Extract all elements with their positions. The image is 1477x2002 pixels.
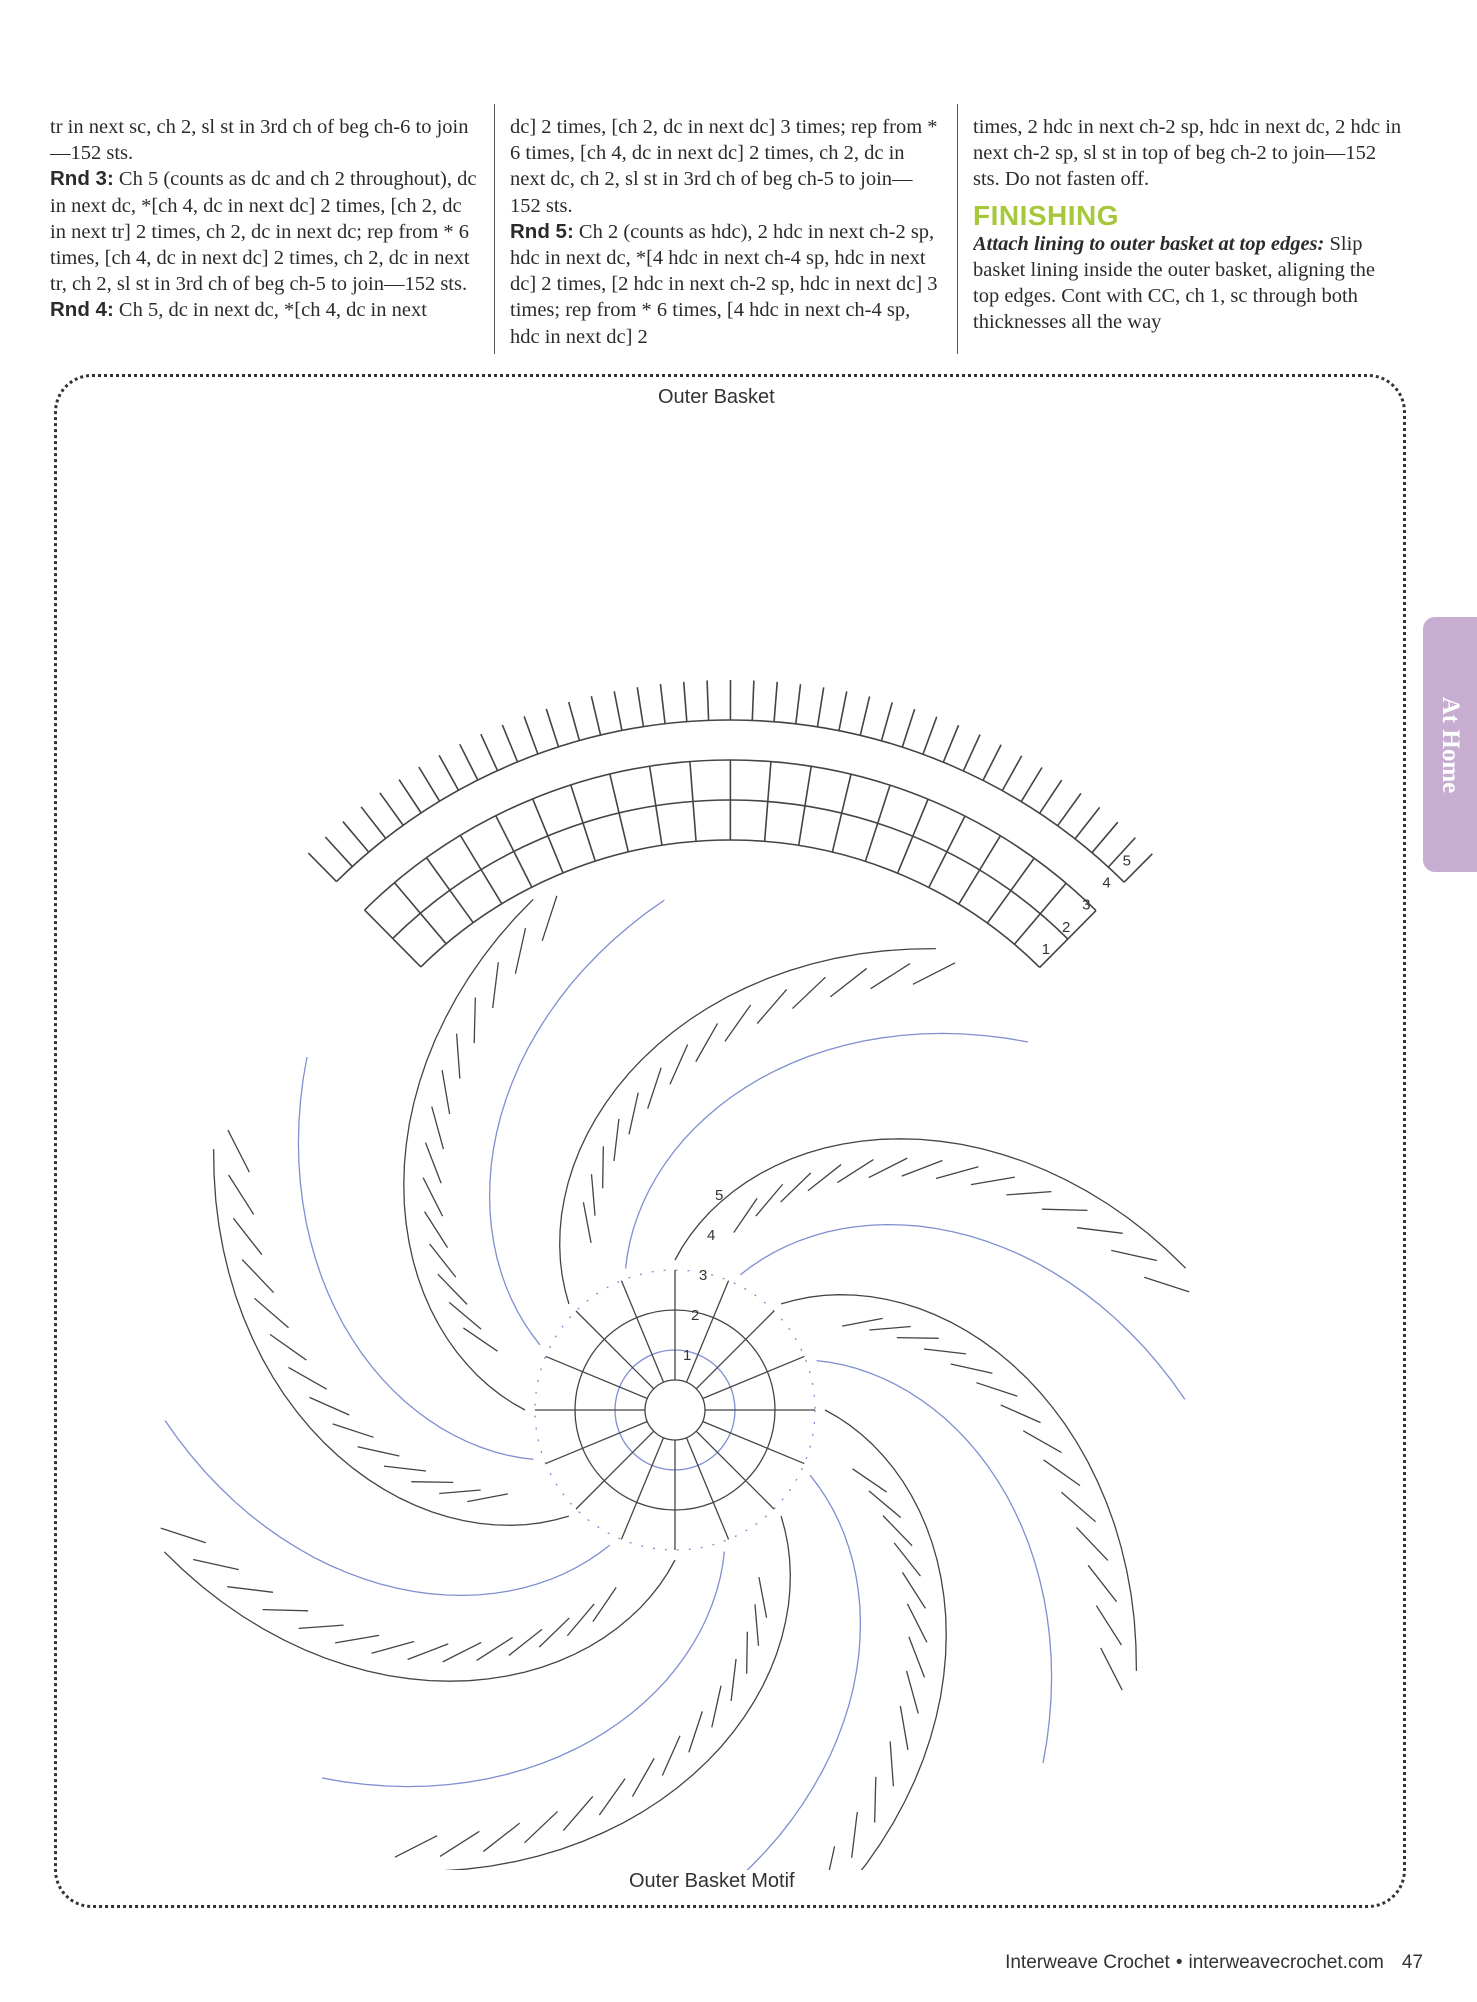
fan-spoke (898, 799, 928, 873)
fan-stitch (361, 807, 386, 839)
motif-stitch (951, 1364, 993, 1373)
fan-stitch (419, 767, 440, 801)
round-labels (683, 852, 1131, 1364)
motif-stitch (632, 1758, 654, 1796)
magazine-name: Interweave Crochet (1005, 1952, 1170, 1973)
round-label: 4 (1102, 874, 1111, 892)
motif-stitch (900, 1706, 908, 1750)
motif-stitch (358, 1447, 400, 1456)
motif-stitch (483, 1823, 519, 1851)
motif-petal-spine (817, 1410, 946, 1870)
motif-stitch (781, 1173, 811, 1202)
fan-stitch (591, 696, 600, 735)
motif-round-label: 4 (707, 1227, 716, 1244)
fan-stitch (637, 687, 643, 727)
motif-stitch (233, 1218, 261, 1254)
round-label: 5 (1122, 852, 1132, 870)
motif-stitch (897, 1338, 939, 1339)
motif-petal-spine (404, 899, 533, 1410)
motif-stitch (372, 1642, 414, 1654)
motif-stitch (583, 1202, 591, 1243)
motif-stitch (525, 1811, 558, 1842)
motif-round-label: 2 (691, 1307, 700, 1324)
motif-stitch (712, 1686, 721, 1728)
fan-spoke (533, 799, 563, 873)
fan-stitch (546, 709, 558, 747)
motif-stitch (1101, 1648, 1122, 1690)
motif-stitch (689, 1711, 702, 1752)
section-tab (1423, 617, 1477, 872)
text-column-3 (973, 114, 1403, 354)
round-label: 3 (1082, 896, 1091, 914)
fan-spoke (959, 836, 1001, 904)
motif-stitch (869, 1326, 910, 1330)
motif-stitch (227, 1587, 273, 1593)
motif-stitch (457, 1034, 460, 1079)
motif-stitch (593, 1588, 616, 1622)
fan-arc (421, 840, 1040, 967)
fan-stitch (325, 837, 352, 867)
motif-stitch (408, 1644, 449, 1660)
motif-stitch (614, 1119, 619, 1161)
motif-stitch (333, 1424, 374, 1437)
motif-stitch (936, 1167, 978, 1179)
motif-stitch (599, 1779, 625, 1815)
motif-stitch (824, 1846, 834, 1870)
fan-stitch (569, 702, 580, 741)
motif-stitch (759, 1577, 767, 1618)
motif-stitch (1077, 1228, 1123, 1234)
motif-stitch (747, 1632, 748, 1674)
motif-stitch (830, 968, 866, 996)
motif-stitch (423, 1178, 442, 1216)
round-3-text: Ch 5 (counts as dc and ch 2 throughout), dc in next dc, *[ch 4, dc in next dc] 2 times, [ch 2, dc in next tr] 2 times, ch 2, dc in next dc; rep from * 6 times, [ch 4, dc in next dc] 2 times, ch 2, dc in next tr, ch 2, sl st in 3rd ch of beg ch-5 to join—152 sts. (50, 168, 477, 296)
fan-stitch (380, 793, 403, 825)
motif-center-spoke (703, 1421, 805, 1463)
column-divider (494, 104, 495, 354)
paragraph-text: times, 2 hdc in next ch-2 sp, hdc in next dc, 2 hdc in next ch-2 sp, sl st in top of beg ch-2 to join—152 sts. Do not fasten off. (973, 116, 1402, 191)
motif-center-spoke (546, 1421, 648, 1463)
motif-petal-edge (686, 1475, 861, 1870)
motif-stitch (270, 1334, 306, 1360)
motif-stitch (1088, 1565, 1116, 1601)
motif-stitch (1006, 1192, 1051, 1195)
motif-petal-spine (214, 1149, 569, 1525)
motif-petal-spine (781, 1295, 1136, 1671)
round-4-text: Ch 5, dc in next dc, *[ch 4, dc in next (113, 299, 427, 322)
motif-round-label: 5 (715, 1187, 724, 1204)
fan-spoke (460, 835, 501, 903)
motif-stitch (229, 1175, 254, 1214)
motif-stitch (477, 1637, 513, 1660)
motif-stitch (1001, 1405, 1041, 1423)
motif-stitch (792, 977, 825, 1008)
text-column-2 (510, 114, 940, 354)
motif-stitch (1023, 1431, 1061, 1453)
motif-center-spoke (546, 1356, 648, 1398)
motif-stitch (1111, 1250, 1157, 1260)
motif-stitch (902, 1160, 943, 1176)
motif-stitch (288, 1367, 326, 1389)
round-5-label: Rnd 5: (510, 219, 574, 243)
footer-bullet: • (1175, 1952, 1183, 1973)
motif-stitch (869, 1491, 901, 1518)
motif-stitch (539, 1618, 569, 1647)
fan-stitch (796, 684, 801, 724)
motif-stitch (443, 1642, 481, 1661)
motif-stitch (432, 1107, 444, 1149)
motif-stitch (263, 1610, 309, 1611)
fan-spoke (571, 785, 595, 861)
motif-stitch (913, 963, 955, 984)
motif-stitch (902, 1572, 925, 1608)
motif-stitch (755, 1604, 759, 1645)
motif-petal-edge (298, 1057, 533, 1459)
paragraph-text: tr in next sc, ch 2, sl st in 3rd ch of beg ch-6 to join—152 sts. (50, 116, 469, 165)
motif-round-label: 1 (683, 1347, 692, 1364)
motif-stitch (430, 1244, 456, 1277)
fan-spoke (610, 774, 628, 852)
fan-stitch (774, 682, 777, 722)
motif-stitch (442, 1070, 450, 1114)
fan-stitch (308, 853, 336, 881)
crochet-chart (100, 420, 1360, 1870)
motif-petal-edge (165, 1421, 610, 1596)
fan-stitch (1002, 756, 1021, 791)
motif-stitch (467, 1494, 508, 1502)
motif-stitch (725, 1005, 751, 1041)
fan-stitch (439, 755, 458, 790)
motif-stitch (629, 1093, 638, 1135)
motif-center-spoke (621, 1281, 663, 1383)
fan-stitch (983, 745, 1001, 781)
motif-stitch (335, 1635, 379, 1643)
motif-stitch (909, 1637, 925, 1678)
fan-spoke (1014, 883, 1066, 944)
motif-stitch (852, 1812, 858, 1858)
fan-stitch (399, 780, 421, 813)
fan-stitch (684, 682, 687, 722)
chart-caption-bottom: Outer Basket Motif (623, 1870, 801, 1893)
fan-stitch (460, 744, 478, 780)
fan-stitch (860, 696, 869, 735)
motif-stitch (1144, 1277, 1189, 1292)
fan-stitch (817, 687, 823, 727)
motif-petal-edge (490, 900, 665, 1345)
section-tab-label: At Home (1437, 696, 1464, 793)
motif-stitch (971, 1177, 1015, 1185)
finishing-heading: FINISHING (973, 199, 1120, 231)
fan-stitch (839, 691, 847, 730)
motif-stitch (696, 1023, 718, 1061)
motif-center-spoke (703, 1356, 805, 1398)
motif-stitch (193, 1559, 239, 1569)
fan-stitch (1040, 780, 1062, 813)
motif-petal-spine (675, 1139, 1186, 1268)
fan-spoke (365, 910, 421, 967)
motif-stitch (869, 1158, 907, 1177)
motif-stitch (161, 1528, 206, 1543)
fan-stitch (707, 680, 709, 720)
page-footer (1005, 1952, 1423, 1974)
outer-basket-motif (161, 896, 1189, 1870)
motif-stitch (890, 1741, 893, 1786)
motif-stitch (853, 1469, 887, 1492)
fan-stitch (614, 691, 622, 730)
motif-stitch (493, 962, 499, 1008)
fan-stitch (524, 716, 538, 754)
round-label: 1 (1041, 940, 1051, 958)
motif-stitch (515, 928, 525, 974)
fan-spoke (832, 774, 851, 852)
fan-stitch (943, 725, 958, 762)
fan-spoke (929, 816, 965, 887)
motif-stitch (425, 1212, 448, 1248)
motif-stitch (842, 1318, 883, 1326)
fan-stitch (902, 709, 914, 747)
motif-stitch (509, 1629, 542, 1655)
motif-stitch (907, 1671, 919, 1713)
motif-stitch (1076, 1527, 1107, 1560)
motif-center-spoke (576, 1311, 654, 1389)
motif-center-spoke (576, 1431, 654, 1509)
motif-stitch (474, 998, 475, 1044)
motif-center-spoke (696, 1431, 774, 1509)
motif-stitch (907, 1604, 926, 1642)
motif-stitch (1096, 1606, 1121, 1645)
motif-center-spoke (621, 1438, 663, 1540)
round-4-label: Rnd 4: (50, 298, 114, 322)
motif-stitch (837, 1160, 873, 1183)
motif-stitch (463, 1328, 497, 1351)
motif-stitch (254, 1298, 288, 1327)
motif-stitch (603, 1146, 604, 1188)
motif-stitch (883, 1516, 912, 1546)
motif-round-label: 3 (699, 1267, 708, 1284)
column-divider (957, 104, 958, 354)
motif-stitch (924, 1349, 966, 1354)
motif-stitch (648, 1068, 661, 1109)
text-column-1 (50, 114, 480, 354)
fan-spoke (395, 883, 447, 944)
fan-stitch (1075, 807, 1100, 839)
motif-stitch (228, 1130, 249, 1172)
motif-petal-spine (164, 1552, 675, 1681)
motif-stitch (756, 1184, 783, 1216)
fan-stitch (963, 735, 980, 771)
motif-stitch (1044, 1460, 1080, 1486)
motif-stitch (440, 1831, 479, 1856)
fan-spoke (987, 858, 1034, 923)
motif-stitch (567, 1604, 594, 1636)
motif-stitch (242, 1260, 273, 1293)
motif-stitch (425, 1143, 441, 1184)
fan-stitch (1092, 822, 1118, 853)
motif-center-spoke (696, 1311, 774, 1389)
fan-stitch (343, 822, 369, 853)
motif-stitch (871, 964, 910, 989)
fan-stitch (1021, 767, 1042, 801)
chart-caption-top: Outer Basket (652, 386, 781, 409)
fan-stitch (660, 684, 665, 724)
motif-stitch (542, 896, 557, 941)
motif-stitch (662, 1736, 680, 1776)
motif-stitch (439, 1490, 480, 1494)
motif-stitch (976, 1383, 1017, 1396)
outer-basket-fan (308, 680, 1152, 967)
motif-stitch (734, 1198, 757, 1232)
motif-petal-edge (817, 1361, 1052, 1763)
motif-center-spoke (686, 1281, 728, 1383)
motif-ring (645, 1380, 705, 1440)
motif-stitch (438, 1274, 467, 1304)
fan-stitch (502, 725, 517, 762)
motif-stitch (731, 1659, 736, 1701)
motif-stitch (563, 1796, 592, 1830)
motif-petal-edge (626, 1033, 1028, 1268)
motif-stitch (1042, 1209, 1088, 1210)
motif-stitch (309, 1397, 349, 1415)
round-5-text: Ch 2 (counts as hdc), 2 hdc in next ch-2 sp, hdc in next dc, *[4 hdc in next ch-4 sp, hdc in next dc] 2 times, [2 hdc in next ch-2 sp, hdc in next dc] 3 times; rep from * 6 times, [4 hdc in next ch-4 sp, hdc in next dc] 2 (510, 220, 938, 348)
finishing-subheading: Attach lining to outer basket at top edges: (973, 232, 1325, 255)
fan-stitch (481, 734, 498, 770)
motif-stitch (395, 1836, 437, 1857)
motif-stitch (875, 1777, 876, 1823)
motif-petal-spine (560, 949, 936, 1304)
motif-stitch (449, 1302, 481, 1329)
website-url: interweavecrochet.com (1188, 1952, 1384, 1973)
motif-stitch (384, 1466, 426, 1471)
round-3-label: Rnd 3: (50, 167, 114, 191)
fan-spoke (496, 816, 532, 887)
motif-center-spoke (686, 1438, 728, 1540)
motif-stitch (411, 1482, 453, 1483)
fan-spoke (865, 785, 890, 861)
fan-stitch (923, 717, 937, 755)
motif-petal-edge (740, 1225, 1185, 1400)
motif-petal-spine (414, 1516, 790, 1870)
paragraph-text: dc] 2 times, [ch 2, dc in next dc] 3 times; rep from * 6 times, [ch 4, dc in next dc] 2 times, ch 2, dc in next dc, ch 2, sl st in 3rd ch of beg ch-5 to join—152 sts. (510, 116, 938, 217)
fan-spoke (427, 858, 474, 923)
motif-stitch (670, 1044, 688, 1084)
motif-stitch (894, 1543, 920, 1576)
fan-stitch (881, 702, 892, 741)
motif-stitch (591, 1174, 595, 1215)
finishing-text: Slip basket lining inside the outer basket, aligning the top edges. Cont with CC, ch 1, sc through both thicknesses all the way (973, 232, 1375, 334)
fan-stitch (1058, 793, 1081, 825)
motif-stitch (1061, 1492, 1095, 1521)
round-label: 2 (1061, 918, 1071, 936)
page-number: 47 (1401, 1952, 1423, 1973)
motif-petal-edge (322, 1552, 724, 1787)
motif-stitch (808, 1165, 841, 1191)
motif-stitch (757, 989, 786, 1023)
motif-stitch (299, 1625, 344, 1628)
fan-stitch (752, 680, 754, 720)
